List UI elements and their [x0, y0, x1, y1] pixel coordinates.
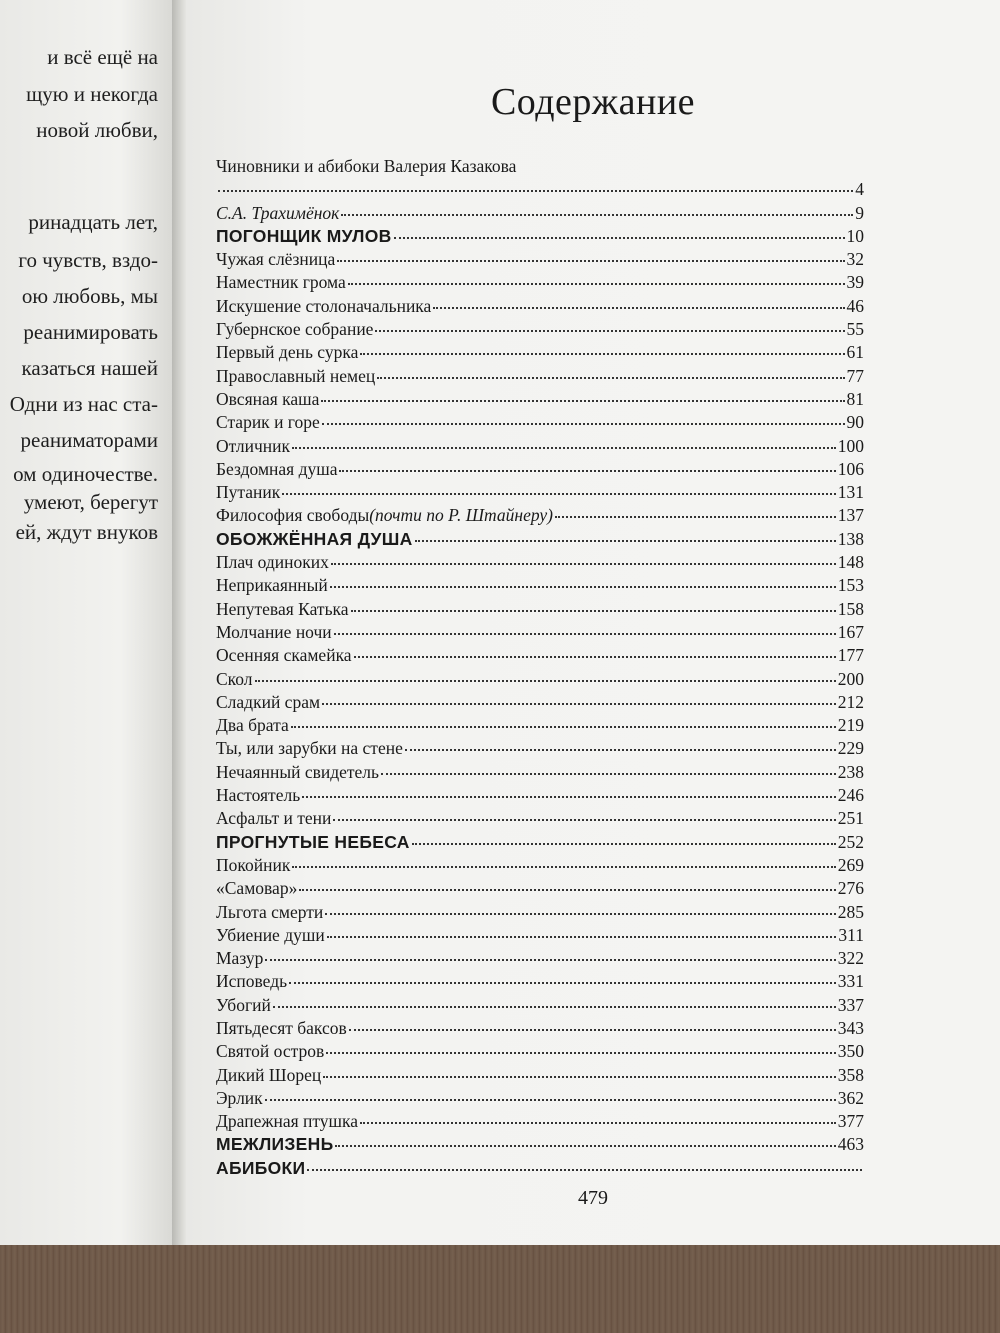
- toc-entry: [216, 529, 864, 552]
- toc-entry-page-number: 4: [855, 179, 864, 200]
- left-page-text-line: новой любви,: [36, 118, 158, 142]
- toc-entry: [216, 995, 864, 1018]
- toc-leader-dots: [415, 540, 836, 542]
- toc-entry-page-number: 322: [837, 948, 864, 969]
- toc-entry-page-number: 148: [837, 552, 864, 573]
- toc-leader-dots: [325, 913, 835, 915]
- toc-entry: [216, 692, 864, 715]
- toc-entry-title: Эрлик: [216, 1087, 263, 1108]
- toc-entry-title: Плач одиноких: [216, 552, 329, 573]
- toc-leader-dots: [360, 1122, 836, 1124]
- toc-entry-title: Первый день сурка: [216, 342, 359, 363]
- toc-entry-title: Сладкий срам: [216, 691, 321, 712]
- toc-entry-title: Бездомная душа: [216, 458, 338, 479]
- toc-leader-dots: [412, 843, 836, 845]
- toc-entry: [216, 925, 864, 948]
- toc-leader-dots: [433, 307, 844, 309]
- table-of-contents: [216, 156, 864, 1181]
- toc-entry: [216, 785, 864, 808]
- toc-leader-dots: [377, 377, 844, 379]
- toc-entry: [216, 575, 864, 598]
- toc-leader-dots: [341, 214, 853, 216]
- toc-entry-page-number: 158: [837, 598, 864, 619]
- toc-entry: [216, 296, 864, 319]
- toc-leader-dots: [331, 563, 836, 565]
- toc-entry-page-number: 9: [855, 202, 864, 223]
- toc-entry-page-number: 377: [837, 1111, 864, 1132]
- toc-entry: [216, 1111, 864, 1134]
- toc-entry: [216, 1065, 864, 1088]
- toc-entry-title: АБИБОКИ: [216, 1157, 306, 1178]
- toc-leader-dots: [321, 400, 844, 402]
- toc-entry-page-number: 463: [837, 1134, 864, 1155]
- toc-entry: [216, 552, 864, 575]
- toc-entry-title: Настоятель: [216, 785, 301, 806]
- toc-entry: [216, 738, 864, 761]
- toc-entry-title: Путаник: [216, 482, 281, 503]
- toc-entry-page-number: 350: [837, 1041, 864, 1062]
- toc-leader-dots: [333, 819, 835, 821]
- page-title: Содержание: [490, 81, 696, 123]
- toc-entry-title: Льгота смерти: [216, 901, 324, 922]
- toc-entry: [216, 1158, 864, 1181]
- toc-entry-page-number: 153: [837, 575, 864, 596]
- left-page-text-line: казаться нашей: [21, 356, 158, 380]
- toc-leader-dots: [334, 633, 836, 635]
- toc-entry-page-number: 32: [846, 249, 864, 270]
- toc-entry: [216, 249, 864, 272]
- toc-entry-page-number: 269: [837, 854, 864, 875]
- toc-entry: [216, 715, 864, 738]
- toc-entry-title: Исповедь: [216, 971, 288, 992]
- toc-entry-title: Искушение столоначальника: [216, 295, 432, 316]
- toc-entry-page-number: 77: [846, 365, 864, 386]
- toc-leader-dots: [349, 1029, 836, 1031]
- toc-entry-page-number: 276: [837, 878, 864, 899]
- toc-entry-title: Мазур: [216, 948, 264, 969]
- toc-entry-title: Убогий: [216, 994, 271, 1015]
- left-page-text-line: умеют, берегут: [23, 490, 158, 514]
- toc-entry-title: Ты, или зарубки на стене: [216, 738, 403, 759]
- toc-leader-dots: [322, 703, 836, 705]
- toc-entry-title: МЕЖЛИЗЕНЬ: [216, 1134, 334, 1155]
- toc-entry: [216, 1041, 864, 1064]
- toc-entry: [216, 902, 864, 925]
- toc-entry-title: Асфальт и тени: [216, 808, 332, 829]
- toc-entry-page-number: 106: [837, 458, 864, 479]
- toc-entry: [216, 1134, 864, 1157]
- left-page-text-line: щую и некогда: [26, 82, 158, 106]
- toc-entry-page-number: 229: [837, 738, 864, 759]
- toc-entry: [216, 459, 864, 482]
- toc-entry: [216, 342, 864, 365]
- toc-leader-dots: [330, 586, 836, 588]
- left-page-text-line: реаниматорами: [20, 428, 158, 452]
- toc-entry-title: Покойник: [216, 854, 291, 875]
- toc-entry: [216, 505, 864, 528]
- toc-entry-title: ПОГОНЩИК МУЛОВ: [216, 225, 392, 246]
- toc-entry: [216, 622, 864, 645]
- toc-entry: [216, 855, 864, 878]
- toc-entry: [216, 599, 864, 622]
- toc-entry-title: Убиение души: [216, 924, 325, 945]
- toc-entry: [216, 226, 864, 249]
- toc-leader-dots: [255, 680, 836, 682]
- toc-entry: [216, 272, 864, 295]
- toc-entry-page-number: 167: [837, 621, 864, 642]
- toc-entry: [216, 1018, 864, 1041]
- toc-entry-title: Чиновники и абибоки Валерия Казакова: [216, 156, 517, 176]
- toc-entry: [216, 1088, 864, 1111]
- toc-leader-dots: [292, 447, 836, 449]
- toc-entry-title: ОБОЖЖЁННАЯ ДУША: [216, 528, 413, 549]
- toc-entry-page-number: 61: [846, 342, 864, 363]
- toc-entry: [216, 762, 864, 785]
- toc-entry-title: Драпежная птушка: [216, 1111, 359, 1132]
- book-gutter: [172, 0, 186, 1333]
- toc-entry-page-number: 362: [837, 1087, 864, 1108]
- toc-leader-dots: [351, 610, 836, 612]
- toc-entry-title: Дикий Шорец: [216, 1064, 322, 1085]
- toc-leader-dots: [405, 749, 836, 751]
- left-page-text-line: Одни из нас ста-: [9, 392, 158, 416]
- toc-entry-page-number: 285: [837, 901, 864, 922]
- toc-entry-title: Осенняя скамейка: [216, 645, 352, 666]
- toc-entry-title: Отличник: [216, 435, 290, 456]
- toc-entry-title: Чужая слёзница: [216, 249, 336, 270]
- toc-entry: [216, 482, 864, 505]
- toc-entry-page-number: 337: [837, 994, 864, 1015]
- toc-entry: [216, 412, 864, 435]
- toc-entry-page-number: 311: [838, 924, 864, 945]
- toc-entry-page-number: 46: [846, 295, 864, 316]
- page-number: 479: [578, 1187, 608, 1209]
- toc-entry: [216, 645, 864, 668]
- toc-entry-page-number: 90: [846, 412, 864, 433]
- toc-entry: [216, 366, 864, 389]
- left-page-text-line: ринадцать лет,: [28, 210, 158, 234]
- toc-entry-page-number: 252: [837, 831, 864, 852]
- toc-leader-dots: [299, 889, 835, 891]
- left-page-text-line: и всё ещё на: [47, 45, 158, 69]
- left-page-text-line: ом одиночестве.: [13, 462, 158, 486]
- toc-entry-title: Наместник грома: [216, 272, 346, 293]
- toc-leader-dots: [265, 959, 835, 961]
- toc-entry: [216, 179, 864, 202]
- toc-entry-title: Святой остров: [216, 1041, 325, 1062]
- toc-entry-title: «Самовар»: [216, 878, 298, 899]
- toc-entry: [216, 808, 864, 831]
- toc-entry-page-number: 10: [846, 225, 864, 246]
- toc-entry-title: Нечаянный свидетель: [216, 761, 380, 782]
- left-page-text-line: го чувств, вздо-: [18, 248, 158, 272]
- toc-entry: [216, 389, 864, 412]
- toc-entry: [216, 203, 864, 226]
- toc-entry-page-number: 131: [837, 482, 864, 503]
- toc-entry-page-number: 219: [837, 715, 864, 736]
- toc-entry: [216, 669, 864, 692]
- toc-entry-title: Непутевая Катька: [216, 598, 349, 619]
- toc-leader-dots: [218, 190, 853, 192]
- toc-leader-dots: [326, 1052, 836, 1054]
- toc-leader-dots: [339, 470, 835, 472]
- toc-entry-title: Губернское собрание: [216, 319, 374, 340]
- toc-entry-page-number: 137: [837, 505, 864, 526]
- left-page: [0, 0, 172, 1333]
- toc-leader-dots: [265, 1099, 836, 1101]
- toc-entry-title: Молчание ночи: [216, 621, 332, 642]
- toc-entry: [216, 156, 864, 179]
- toc-entry-page-number: 238: [837, 761, 864, 782]
- toc-leader-dots: [289, 982, 836, 984]
- toc-entry-page-number: 177: [837, 645, 864, 666]
- toc-leader-dots: [307, 1169, 862, 1171]
- toc-leader-dots: [394, 237, 845, 239]
- toc-entry-title: Философия свободы(почти по Р. Штайнеру): [216, 505, 553, 526]
- left-page-text-line: ою любовь, мы: [21, 284, 158, 308]
- toc-leader-dots: [282, 493, 836, 495]
- left-page-text-line: реанимировать: [23, 320, 158, 344]
- toc-leader-dots: [322, 423, 845, 425]
- toc-entry-page-number: 343: [837, 1017, 864, 1038]
- toc-entry-page-number: 358: [837, 1064, 864, 1085]
- toc-entry-title: Овсяная каша: [216, 388, 320, 409]
- toc-leader-dots: [273, 1006, 836, 1008]
- toc-entry-page-number: 39: [846, 272, 864, 293]
- toc-leader-dots: [348, 283, 845, 285]
- toc-entry-title: Неприкаянный: [216, 575, 328, 596]
- toc-leader-dots: [354, 656, 836, 658]
- toc-leader-dots: [335, 1145, 835, 1147]
- toc-leader-dots: [291, 726, 836, 728]
- toc-entry-page-number: 246: [837, 785, 864, 806]
- toc-entry-page-number: 55: [846, 319, 864, 340]
- toc-entry-title: ПРОГНУТЫЕ НЕБЕСА: [216, 831, 410, 852]
- toc-leader-dots: [302, 796, 836, 798]
- toc-entry: [216, 832, 864, 855]
- toc-entry-page-number: 81: [846, 388, 864, 409]
- toc-leader-dots: [375, 330, 844, 332]
- toc-leader-dots: [327, 936, 837, 938]
- toc-leader-dots: [323, 1076, 836, 1078]
- toc-leader-dots: [555, 516, 836, 518]
- right-page: [186, 0, 1000, 1333]
- toc-entry: [216, 971, 864, 994]
- toc-entry: [216, 436, 864, 459]
- toc-leader-dots: [381, 773, 836, 775]
- toc-entry-title: Православный немец: [216, 365, 376, 386]
- toc-entry-title: Скол: [216, 668, 253, 689]
- toc-entry-title: Пятьдесят баксов: [216, 1017, 347, 1038]
- toc-leader-dots: [292, 866, 835, 868]
- toc-entry-title: Два брата: [216, 715, 289, 736]
- toc-entry: [216, 319, 864, 342]
- background-cloth: [0, 1245, 1000, 1333]
- toc-entry-page-number: 138: [837, 528, 864, 549]
- toc-entry-title: С.А. Трахимёнок: [216, 202, 340, 223]
- toc-entry-page-number: 100: [837, 435, 864, 456]
- toc-entry-page-number: 212: [837, 691, 864, 712]
- toc-entry-title: Старик и горе: [216, 412, 320, 433]
- toc-leader-dots: [360, 353, 844, 355]
- toc-entry-page-number: 251: [837, 808, 864, 829]
- left-page-text-line: ей, ждут внуков: [15, 520, 158, 544]
- toc-entry: [216, 878, 864, 901]
- toc-entry-page-number: 200: [837, 668, 864, 689]
- toc-entry: [216, 948, 864, 971]
- toc-leader-dots: [337, 260, 844, 262]
- toc-entry-page-number: 331: [837, 971, 864, 992]
